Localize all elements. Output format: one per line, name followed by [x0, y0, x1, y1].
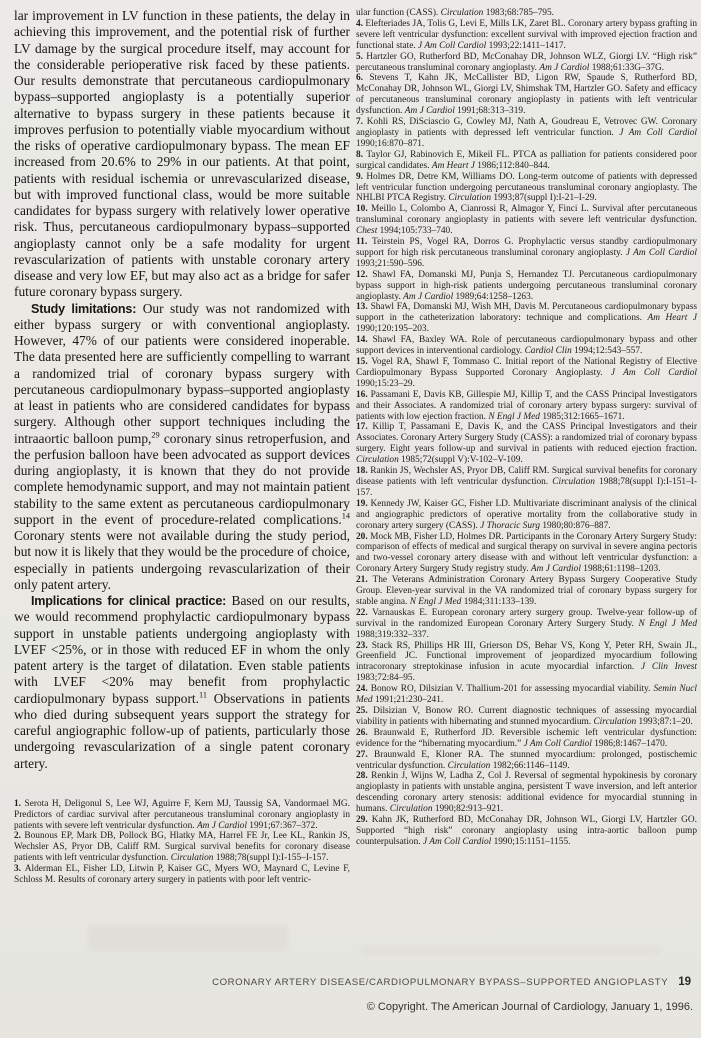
reference-item: 8. Taylor GJ, Rabinovich E, Mikeil FL. PTCA as palliation for patients considered poor surgical candidates. Am Heart J 1986;112:840–844.: [356, 149, 698, 171]
reference-number: 20.: [356, 531, 371, 542]
reference-item: 14. Shawl FA, Baxley WA. Role of percutaneous cardiopulmonary bypass and other support devices in interventional cardiology. Cardiol Clin 1994;12:543–557.: [356, 335, 698, 357]
reference-number: 5.: [356, 51, 367, 62]
running-head: CORONARY ARTERY DISEASE/CARDIOPULMONARY BYPASS–SUPPORTED ANGIOPLASTY: [212, 977, 669, 988]
reference-number: 24.: [356, 684, 371, 695]
body-text: [14, 8, 350, 772]
reference-item: 26. Braunwald E, Rutherford JD. Reversible ischemic left ventricular dysfunction: evidence for the “hibernating myocardium.” J Am Coll Cardiol 1986;8:1467–1470.: [356, 727, 697, 749]
reference-number: 27.: [356, 749, 374, 760]
reference-item: 24. Bonow RO, Dilsizian V. Thallium-201 for assessing myocardial viability. Semin Nucl Med 1991;21:230–241.: [356, 684, 697, 706]
reference-item: 16. Passamani E, Davis KB, Gillespie MJ, Killip T, and the CASS Principal Investigators and their Associates. A randomized trial of coronary artery bypass surgery: survival of patients with low ejection fraction. N Engl J Med 1985;312:1665–1671.: [356, 389, 697, 422]
reference-item: 17. Killip T, Passamani E, Davis K, and the CASS Principal Investigators and their Associates. Coronary Artery Surgery Study (CASS): a randomized trial of coronary bypass surgery. Eight years follow-up and survival in patients with reduced ejection fraction. Circulation 1985;72(suppl V):V-102–V-109.: [356, 422, 698, 466]
reference-item: 21. The Veterans Administration Coronary Artery Bypass Surgery Cooperative Study Group. Eleven-year survival in the VA randomized trial of coronary bypass surgery for stable angina. N Engl J Med 1984;311:133–139.: [356, 575, 698, 607]
reference-item: 18. Rankin JS, Wechsler AS, Pryor DB, Califf RM. Surgical survival benefits for coronary disease patients with left ventricular dysfunction. Circulation 1988;78(suppl I):I-151–I-157.: [356, 466, 697, 498]
reference-number: 25.: [356, 706, 374, 716]
reference-item: 9. Holmes DR, Detre KM, Williams DO. Long-term outcome of patients with depressed left ventricular function undergoing percutaneous transluminal coronary angioplasty. The NHLBI PTCA Registry. Circulation 1993;87(suppl I):I-21–I-29.: [356, 171, 698, 204]
reference-item: 25. Dilsizian V, Bonow RO. Current diagnostic techniques of assessing myocardial viability in patients with hibernating and stunned myocardium. Circulation 1993;87:1–20.: [356, 706, 698, 727]
reference-item: 4. Elefteriades JA, Tolis G, Levi E, Mills LK, Zaret BL. Coronary artery bypass grafting in severe left ventricular dysfunction: excellent survival with improved ejection fraction and functional state. J Am Coll Cardiol 1993;22:1411–1417.: [356, 18, 697, 51]
reference-number: 17.: [356, 422, 373, 433]
reference-item: 20. Mock MB, Fisher LD, Holmes DR. Participants in the Coronary Artery Surgery Study: comparison of effects of medical and surgical therapy on survival in severe angina pectoris and two-vessel coronary artery disease with and without left ventricular dysfunction: a Coronary Artery Surgery Study registry study. Am J Cardiol 1988;61:1198–1203.: [356, 531, 698, 575]
reference-item: 28. Renkin J, Wijns W, Ladha Z, Col J. Reversal of segmental hypokinesis by coronary angioplasty in patients with unstable angina, persistent T wave inversion, and left anterior descending coronary artery stenosis: additional evidence for myocardial stunning in humans. Circulation 1990;82:913–921.: [356, 771, 697, 815]
reference-number: 7.: [356, 117, 367, 128]
reference-item: 5. Hartzler GO, Rutherford BD, McConahay DR, Johnson WLZ, Giorgi LV. “High risk” percutaneous transluminal coronary angioplasty. Am J Cardiol 1988;61:33G–37G.: [356, 51, 697, 73]
reference-number: 3.: [14, 864, 25, 875]
body-paragraph: lar improvement in LV function in these patients, the delay in achieving this improvement, and the potential risk of further LV damage by the surgical procedure itself, may account for the considerable perioperative risk faced by these patients. Our results demonstrate that percutaneous cardiopulmonary bypass–supported angioplasty is a potentially superior alternative to bypass surgery in these patients because it improves perfusion to potentially viable myocardium without the risks of operative cardiopulmonary bypass. The mean EF increased from 20.6% to 29% in our patients. At that point, patients with residual ischemia or unrevascularized disease, but with improved functional class, would be more suitable candidates for bypass surgery with relatively lower operative risk. Thus, percutaneous cardiopulmonary bypass–supported angioplasty cannot only be a safe modality for urgent revascularization of patients with unstable coronary artery disease and very low EF, but may also act as a bridge for safer future coronary bypass surgery.: [14, 8, 350, 300]
reference-number: 8.: [356, 149, 367, 160]
reference-number: 11.: [356, 237, 373, 248]
reference-number: 18.: [356, 466, 371, 477]
references-left: [14, 799, 350, 886]
reference-item: ular function (CASS). Circulation 1983;68:785–795.: [356, 8, 554, 18]
reference-item: 6. Stevens T, Kahn JK, McCallister BD, Ligon RW, Spaude S, Rutherford BD, McConahay DR, Johnson WL, Giorgi LV, Shimshak TM, Hartzler GO. Safety and efficacy of percutaneous transluminal coronary angioplasty in patients with left ventricular dysfunction. Am J Cardiol 1991;68:313–319.: [356, 73, 697, 117]
reference-item: 12. Shawl FA, Domanski MJ, Punja S, Hernandez TJ. Percutaneous cardiopulmonary bypass support in high-risk patients undergoing percutaneous transluminal coronary angioplasty. Am J Cardiol 1989;64:1258–1263.: [356, 269, 697, 302]
reference-number: 9.: [356, 171, 367, 182]
reference-item: 23. Stack RS, Phillips HR III, Grierson DS, Behar VS, Kong Y, Peter RH, Swain JL, Greenfield JC. Functional improvement of jeopardized myocardium following intracoronary streptokinase infusion in acute myocardial infarction. J Clin Invest 1983;72:84–95.: [356, 640, 697, 684]
copyright-line: © Copyright. The American Journal of Cardiology, January 1, 1996.: [366, 1001, 693, 1013]
reference-number: 4.: [356, 18, 366, 29]
body-paragraph: Study limitations: Our study was not randomized with either bypass surgery or with conventional angioplasty. However, 47% of our patients were considered inoperable. The data presented here are sufficiently compelling to warrant a randomized trial of coronary bypass surgery with percutaneous cardiopulmonary bypass–supported angioplasty at least in patients who are considered candidates for bypass surgery. Although other support techniques including the intraaortic balloon pump,$^{29}$ coronary sinus retroperfusion, and the perfusion balloon have been advocated as support devices during angioplasty, it is known that they do not provide complete hemodynamic support, and may not maintain patient stability to the same extent as percutaneous cardiopulmonary support in the event of procedure-related complications.$^{14}$ Coronary stents were not available during the study period, but now it is likely that they would be the procedure of choice, especially in patients undergoing revascularization of their only patent artery.: [14, 300, 350, 592]
body-paragraph: Implications for clinical practice: Based on our results, we would recommend prophylactic cardiopulmonary bypass support in unstable patients undergoing angioplasty with LVEF <25%, or in those with reduced EF in whom the only patent artery is the target of dilatation. Even stable patients with LVEF <20% may benefit from prophylactic cardiopulmonary bypass support.$^{11}$ Observations in patients who died during subsequent years support the strategy for careful angiographic follow-up of patients, particularly those undergoing revascularization of a single patent coronary artery.: [14, 593, 350, 771]
reference-number: 14.: [356, 335, 373, 346]
reference-number: 6.: [356, 73, 370, 84]
reference-number: 21.: [356, 575, 373, 586]
reference-item: 27. Braunwald E, Kloner RA. The stunned myocardium: prolonged, postischemic ventricular dysfunction. Circulation 1982;66:1146–1149.: [356, 749, 698, 771]
page-footer: [0, 968, 701, 1038]
reference-number: 15.: [356, 357, 372, 367]
reference-number: 22.: [356, 607, 373, 618]
reference-item: 19. Kennedy JW, Kaiser GC, Fisher LD. Multivariate discriminant analysis of the clinical and angiographic predictors of operative mortality from the collaborative study in coronary artery surgery (CASS). J Thoracic Surg 1980;80:876–887.: [356, 498, 698, 531]
scan-bleed-artifact: [88, 925, 288, 951]
scan-bleed-artifact: [360, 945, 660, 957]
reference-item: 7. Kohli RS, DiSciascio G, Cowley MJ, Nath A, Goudreau E, Vetrovec GW. Coronary angioplasty in patients with depressed left ventricular function. J Am Coll Cardiol 1990;16:870–871.: [356, 117, 697, 149]
run-in-heading: Study limitations:: [31, 301, 137, 316]
reference-item: 22. Varnauskas E. European coronary artery surgery group. Twelve-year follow-up of survival in the randomized European Coronary Artery Surgery Study. N Engl J Med 1988;319:332–337.: [356, 607, 698, 640]
reference-number: 16.: [356, 389, 371, 400]
reference-item: 13. Shawl FA, Domanski MJ, Wish MH, Davis M. Percutaneous cardiopulmonary bypass support in the catheterization laboratory: technique and complications. Am Heart J 1990;120:195–203.: [356, 302, 698, 335]
reference-item: 29. Kahn JK, Rutherford BD, McConahay DR, Johnson WL, Giorgi LV, Hartzler GO. Supported “high risk” coronary angioplasty using intra-aortic balloon pump counterpulsation. J Am Coll Cardiol 1990;15:1151–1155.: [356, 815, 698, 847]
reference-item: 15. Vogel RA, Shawl F, Tommaso C. Initial report of the National Registry of Elective Cardiopulmonary Bypass Supported Coronary Angioplasty. J Am Coll Cardiol 1990;15:23–29.: [356, 357, 698, 389]
references-right: [356, 8, 697, 848]
running-head-line: [212, 976, 691, 988]
page-number: 19: [678, 976, 691, 988]
reference-number: 23.: [356, 640, 372, 651]
reference-number: 29.: [356, 815, 372, 826]
right-column: [356, 8, 697, 848]
reference-item: 3. Alderman EL, Fisher LD, Litwin P, Kaiser GC, Myers WO, Maynard C, Levine F, Schloss M. Results of coronary artery surgery in patients with poor left ventric-: [14, 864, 350, 886]
reference-item: 11. Teirstein PS, Vogel RA, Dorros G. Prophylactic versus standby cardiopulmonary support for high risk percutaneous transluminal coronary angioplasty. J Am Coll Cardiol 1993;21:590–596.: [356, 237, 697, 269]
reference-number: 12.: [356, 269, 373, 280]
reference-number: 10.: [356, 204, 372, 215]
reference-number: 13.: [356, 302, 371, 313]
run-in-heading: Implications for clinical practice:: [31, 594, 227, 608]
reference-item: 10. Meillo L, Colombo A, Cianrossi R, Almagor Y, Finci L. Survival after percutaneous transluminal coronary angioplasty in patients with severe left ventricular dysfunction. Chest 1994;105:733–740.: [356, 204, 698, 237]
left-column: [14, 8, 350, 886]
reference-number: 26.: [356, 727, 374, 738]
reference-number: 2.: [14, 831, 25, 842]
reference-number: 1.: [14, 798, 25, 809]
reference-number: 19.: [356, 498, 371, 509]
reference-item: 2. Bounous EP, Mark DB, Pollock BG, Hlatky MA, Harrel FE Jr, Lee KL, Rankin JS, Wechsler AS, Pryor DB, Califf RM. Surgical survival benefits for coronary disease patients with left ventricular dysfunction. Circulation 1988;78(suppl I):I-155–I-157.: [14, 831, 351, 864]
reference-number: 28.: [356, 771, 372, 782]
reference-item: 1. Serota H, Deligonul S, Lee WJ, Aguirre F, Kern MJ, Taussig SA, Vandormael MG. Predictors of cardiac survival after percutaneous transluminal coronary angioplasty in patients with severe left ventricular dysfunction. Am J Cardiol 1991;67:367–372.: [14, 798, 350, 831]
